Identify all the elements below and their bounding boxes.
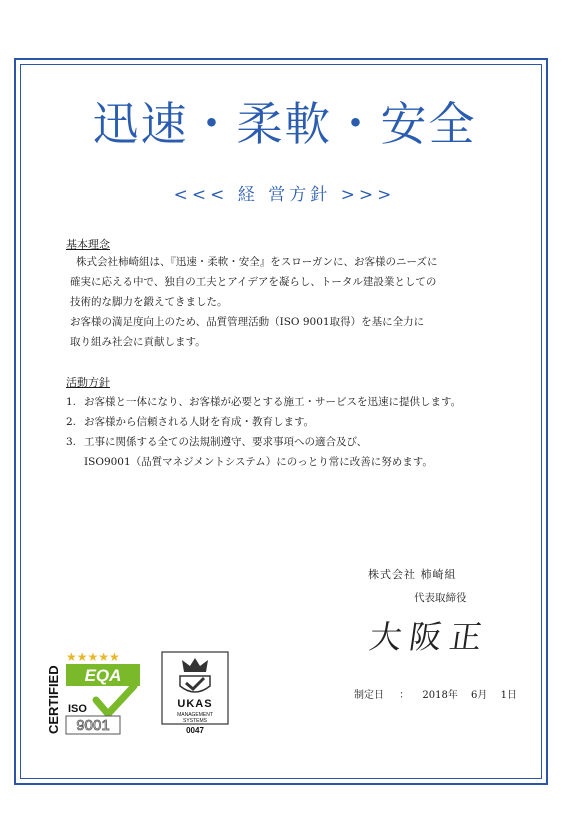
policy-heading: <<< 経 営方針 >>> xyxy=(173,185,396,205)
philosophy-line: 確実に応える中で、独自の工夫とアイデアを凝らし、トータル建設業としての xyxy=(70,276,437,288)
philosophy-line: 株式会社柿崎組は、『迅速・柔軟・安全』をスローガンに、お客様のニーズに xyxy=(76,256,438,268)
list-item-text: 工事に関係する全ての法規制遵守、要求事項への適合及び、 xyxy=(84,436,368,448)
enactment-date xyxy=(354,686,519,701)
philosophy-title: 基本理念 xyxy=(66,238,110,251)
list-item-continuation: ISO9001（品質マネジメントシステム）にのっとり常に改善に努めます。 xyxy=(84,456,433,468)
certified-label: CERTIFIED xyxy=(46,665,61,734)
list-item xyxy=(66,432,506,452)
handwritten-signature: 大阪正 xyxy=(367,618,493,656)
activity-title: 活動方針 xyxy=(66,376,110,389)
list-item-text: お客様から信頼される人財を育成・教育します。 xyxy=(84,416,315,428)
date-label: 制定日 xyxy=(354,690,384,701)
checkmark-icon xyxy=(96,686,134,714)
date-separator: ： xyxy=(399,690,410,701)
rating-stars: ★★★★★ xyxy=(66,650,120,664)
date-month: 6月 xyxy=(471,690,488,701)
philosophy-paragraph xyxy=(66,252,496,352)
list-item xyxy=(66,392,506,412)
ukas-name: UKAS xyxy=(177,698,213,710)
ukas-sub-line: MANAGEMENT xyxy=(177,712,213,718)
ukas-accreditation-badge xyxy=(160,650,230,742)
iso-number: 9001 xyxy=(76,717,110,734)
ukas-number: 0047 xyxy=(186,726,204,735)
list-item-text: お客様と一体になり、お客様が必要とする施工・サービスを迅速に提供します。 xyxy=(84,396,462,408)
eqa-logo: EQA xyxy=(84,666,122,685)
list-item-number: 3. xyxy=(66,436,77,448)
ukas-sub-line: SYSTEMS xyxy=(183,718,207,724)
ukas-subtitle xyxy=(160,712,230,724)
list-item-number: 1. xyxy=(66,396,77,408)
iso-label: ISO xyxy=(68,703,87,715)
iso-9001-certified-badge xyxy=(46,650,144,736)
company-name: 株式会社 柿崎組 xyxy=(368,568,457,581)
philosophy-line: 技術的な脚力を鍛えてきました。 xyxy=(70,296,228,308)
list-item xyxy=(66,412,506,432)
philosophy-line: 取り組み社会に貢献します。 xyxy=(70,336,206,348)
activity-list xyxy=(66,392,506,472)
philosophy-line: お客様の満足度向上のため、品質管理活動（ISO 9001取得）を基に全力に xyxy=(70,316,425,328)
list-item-number: 2. xyxy=(66,416,77,428)
representative-title: 代表取締役 xyxy=(414,592,467,604)
date-year: 2018年 xyxy=(422,690,458,701)
company-motto: 迅速・柔軟・安全 xyxy=(92,97,477,151)
date-day: 1日 xyxy=(500,690,517,701)
